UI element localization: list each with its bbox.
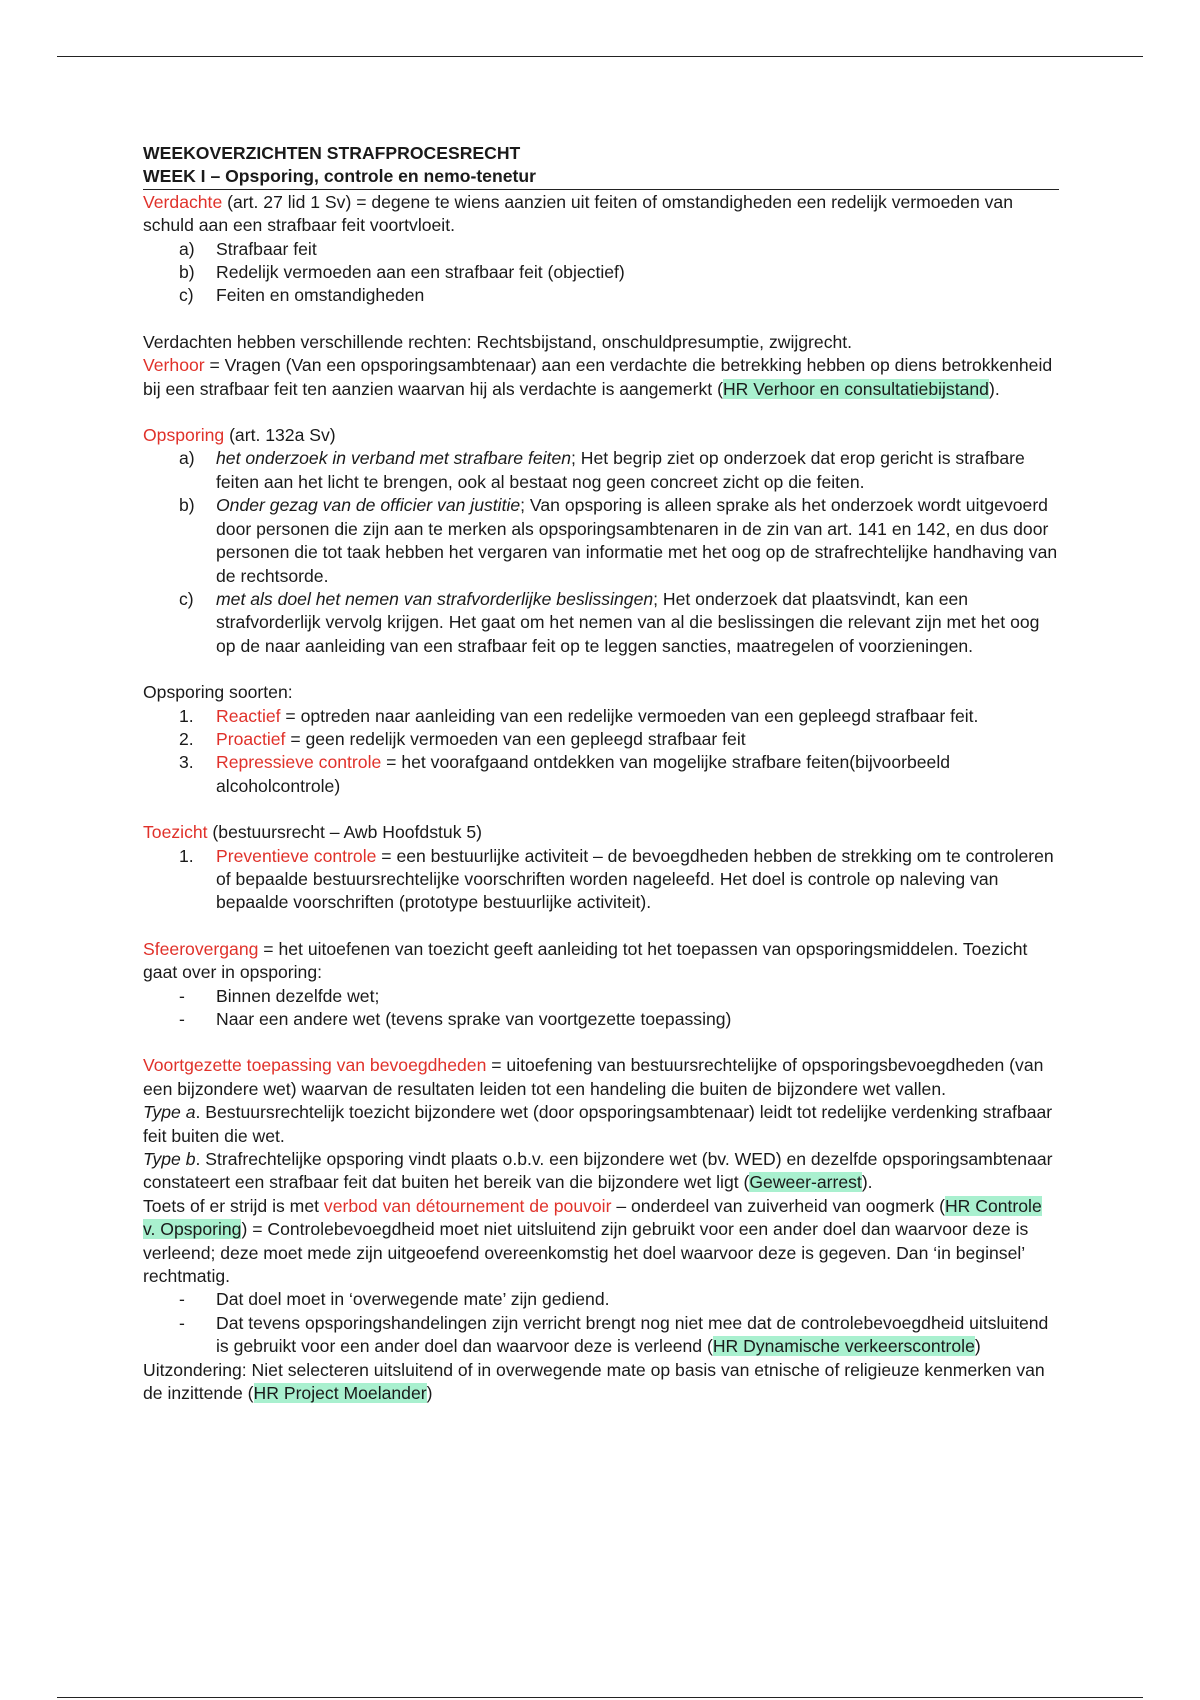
list-item-emphasis: met als doel het nemen van strafvorderlijke beslissingen xyxy=(216,588,654,609)
term-voortgezette-toepassing: Voortgezette toepassing van bevoegdheden xyxy=(143,1055,487,1076)
week-heading: WEEK I – Opsporing, controle en nemo-tenetur xyxy=(143,165,1059,189)
case-highlight: HR Dynamische verkeerscontrole xyxy=(712,1336,975,1357)
list-marker: c) xyxy=(179,285,194,306)
opsporing-heading xyxy=(143,424,1059,447)
top-rule xyxy=(57,56,1143,57)
list-marker: - xyxy=(179,1009,185,1029)
term-repressieve-controle: Repressieve controle xyxy=(216,752,382,773)
verdachte-paragraph xyxy=(143,191,1059,238)
toets-text: ) = Controlebevoegdheid moet niet uitsluitend zijn gebruikt voor een ander doel dan waarvoor deze is verleend; deze moet mede zijn uitgeoefend overeenkomstig het doel waarvoor deze is gegeven. Dan ‘in beginsel’ rechtmatig. xyxy=(143,1219,1029,1287)
uitzondering-text: Uitzondering: Niet selecteren uitsluitend of in overwegende mate op basis van etnische of religieuze kenmerken van de inzittende ( xyxy=(143,1359,1045,1404)
list-item-text: Naar een andere wet (tevens sprake van voortgezette toepassing) xyxy=(216,1009,732,1029)
case-highlight: Geweer-arrest xyxy=(749,1172,862,1193)
list-marker: b) xyxy=(179,495,195,516)
type-b-label: Type b xyxy=(143,1149,196,1170)
spacer xyxy=(143,1031,1059,1054)
toets-paragraph xyxy=(143,1195,1059,1289)
uitzondering-end: ) xyxy=(426,1383,433,1404)
type-a-paragraph xyxy=(143,1101,1059,1148)
list-marker: b) xyxy=(179,262,195,283)
spacer xyxy=(143,915,1059,938)
term-toezicht: Toezicht xyxy=(143,822,208,843)
list-marker: - xyxy=(179,1289,185,1310)
list-item xyxy=(143,985,1059,1008)
sfeer-text: = het uitoefenen van toezicht geeft aanleiding tot het toepassen van opsporingsmiddelen. Toezicht gaat over in opsporing: xyxy=(143,938,1028,983)
type-b-text: . Strafrechtelijke opsporing vindt plaats o.b.v. een bijzondere wet (bv. WED) en dezelfde opsporingsambtenaar constateert een strafbaar feit dat buiten het bereik van die bijzondere wet ligt ( xyxy=(143,1149,1053,1193)
term-verhoor: Verhoor xyxy=(143,355,205,376)
spacer xyxy=(143,658,1059,681)
bottom-rule xyxy=(57,1697,1143,1698)
term-opsporing: Opsporing xyxy=(143,425,225,446)
verdachte-list xyxy=(143,238,1059,308)
toezicht-text: (bestuursrecht – Awb Hoofdstuk 5) xyxy=(207,822,483,843)
term-detournement: verbod van détournement de pouvoir xyxy=(323,1195,612,1216)
list-item-text: ; Van opsporing is alleen sprake als het onderzoek wordt uitgevoerd door personen die zijn aan te merken als opsporingsambtenaren in de zin van art. 141 en 142, en dus door personen die tot taak hebben het vergaren van informatie met het oog op de strafrechtelijke handhaving van de rechtsorde. xyxy=(216,495,1058,586)
list-item xyxy=(143,588,1059,658)
list-marker: - xyxy=(179,1312,185,1333)
list-item-text: ; Het begrip ziet op onderzoek dat erop gericht is strafbare feiten aan het licht te brengen, ook al bestaat nog geen concreet zicht op die feiten. xyxy=(216,448,1025,492)
voortgezet-text: = uitoefening van bestuursrechtelijke of opsporingsbevoegdheden (van een bijzondere wet) waarvan de resultaten leiden tot een handeling die buiten de bijzondere wet vallen. xyxy=(143,1055,1044,1099)
list-item xyxy=(143,238,1059,261)
rechten-paragraph: Verdachten hebben verschillende rechten: Rechtsbijstand, onschuldpresumptie, zwijgrecht. xyxy=(143,331,853,352)
opsporing-text: (art. 132a Sv) xyxy=(224,425,336,446)
voortgezet-paragraph xyxy=(143,1054,1059,1101)
list-item-end: ) xyxy=(974,1336,981,1357)
list-marker: 2. xyxy=(179,728,194,749)
list-item xyxy=(143,1312,1059,1359)
list-item xyxy=(143,261,1059,284)
list-item xyxy=(143,751,1059,798)
sfeer-paragraph xyxy=(143,938,1059,985)
list-item xyxy=(143,728,1059,751)
list-marker: - xyxy=(179,985,185,1006)
list-item xyxy=(143,1008,1059,1031)
list-item-text: Strafbaar feit xyxy=(216,238,317,259)
list-item-text: = optreden naar aanleiding van een redelijke vermoeden van een gepleegd strafbaar feit. xyxy=(280,705,979,726)
list-item-text: = geen redelijk vermoeden van een gepleegd strafbaar feit xyxy=(285,728,746,749)
case-highlight: HR Project Moelander xyxy=(253,1383,427,1404)
list-marker: 1. xyxy=(179,705,194,726)
document-title: WEEKOVERZICHTEN STRAFPROCESRECHT xyxy=(143,143,521,163)
list-item xyxy=(143,705,1059,728)
toezicht-list xyxy=(143,845,1059,915)
list-item xyxy=(143,447,1059,494)
list-marker: c) xyxy=(179,588,194,609)
list-item-text: = het voorafgaand ontdekken van mogelijke strafbare feiten(bijvoorbeeld alcoholcontrole) xyxy=(216,752,951,796)
case-highlight: HR Controle v. Opsporing xyxy=(143,1195,1042,1240)
list-marker: a) xyxy=(179,448,195,469)
soorten-list xyxy=(143,705,1059,799)
toets-pre: Toets of er strijd is met xyxy=(143,1195,324,1216)
list-marker: 1. xyxy=(179,845,194,866)
toets-mid: – onderdeel van zuiverheid van oogmerk ( xyxy=(611,1195,945,1216)
list-item-text: Redelijk vermoeden aan een strafbaar feit (objectief) xyxy=(216,262,625,283)
list-item xyxy=(143,1288,1059,1311)
list-item-text: Dat tevens opsporingshandelingen zijn verricht brengt nog niet mee dat de controlebevoegdheid uitsluitend is gebruikt voor een ander doel dan waarvoor deze is verleend ( xyxy=(216,1312,1049,1357)
spacer xyxy=(143,401,1059,424)
document-body xyxy=(143,142,1059,1406)
verdachte-text: (art. 27 lid 1 Sv) = degene te wiens aanzien uit feiten of omstandigheden een redelijk vermoeden van schuld aan een strafbaar feit voortvloeit. xyxy=(143,191,1013,236)
list-item-text: Binnen dezelfde wet; xyxy=(216,985,380,1006)
list-marker: 3. xyxy=(179,752,194,773)
spacer xyxy=(143,798,1059,821)
term-sfeerovergang: Sfeerovergang xyxy=(143,938,259,959)
soorten-heading: Opsporing soorten: xyxy=(143,682,293,703)
list-item-emphasis: het onderzoek in verband met strafbare feiten xyxy=(216,448,572,469)
list-marker: a) xyxy=(179,238,195,259)
verhoor-end: ). xyxy=(988,378,1000,399)
toezicht-heading xyxy=(143,821,1059,844)
list-item xyxy=(143,494,1059,588)
type-a-label: Type a xyxy=(143,1102,196,1123)
term-proactief: Proactief xyxy=(216,728,286,749)
type-b-paragraph xyxy=(143,1148,1059,1195)
case-highlight: HR Verhoor en consultatiebijstand xyxy=(722,378,989,399)
type-b-end: ). xyxy=(861,1172,873,1193)
list-item-text: Feiten en omstandigheden xyxy=(216,285,425,306)
verhoor-paragraph xyxy=(143,354,1059,401)
spacer xyxy=(143,308,1059,331)
sfeer-list xyxy=(143,985,1059,1032)
term-preventieve-controle: Preventieve controle xyxy=(216,845,377,866)
list-item xyxy=(143,284,1059,307)
verhoor-text: = Vragen (Van een opsporingsambtenaar) aan een verdachte die betrekking hebben op diens betrokkenheid bij een strafbaar feit ten aanzien waarvan hij als verdachte is aangemerkt ( xyxy=(143,355,1053,399)
term-verdachte: Verdachte xyxy=(143,191,223,212)
list-item-text: Dat doel moet in ‘overwegende mate’ zijn gediend. xyxy=(216,1289,610,1310)
list-item-text: = een bestuurlijke activiteit – de bevoegdheden hebben de strekking om te controleren of bepaalde bestuursrechtelijke voorschriften worden nageleefd. Het doel is controle op naleving van bepaalde voorschriften (prototype bestuurlijke activiteit). xyxy=(216,845,1054,913)
term-reactief: Reactief xyxy=(216,705,281,726)
toets-list xyxy=(143,1288,1059,1358)
type-a-text: . Bestuursrechtelijk toezicht bijzondere wet (door opsporingsambtenaar) leidt tot redelijke verdenking strafbaar feit buiten die wet. xyxy=(143,1102,1053,1146)
uitzondering-paragraph xyxy=(143,1359,1059,1406)
list-item-text: ; Het onderzoek dat plaatsvindt, kan een strafvorderlijk vervolg krijgen. Het gaat om het nemen van al die beslissingen die relevant zijn met het oog op de naar aanleiding van een strafbaar feit op te leggen sancties, maatregelen of voorzieningen. xyxy=(216,588,1040,656)
list-item-emphasis: Onder gezag van de officier van justitie xyxy=(216,495,521,516)
opsporing-list xyxy=(143,447,1059,658)
list-item xyxy=(143,845,1059,915)
